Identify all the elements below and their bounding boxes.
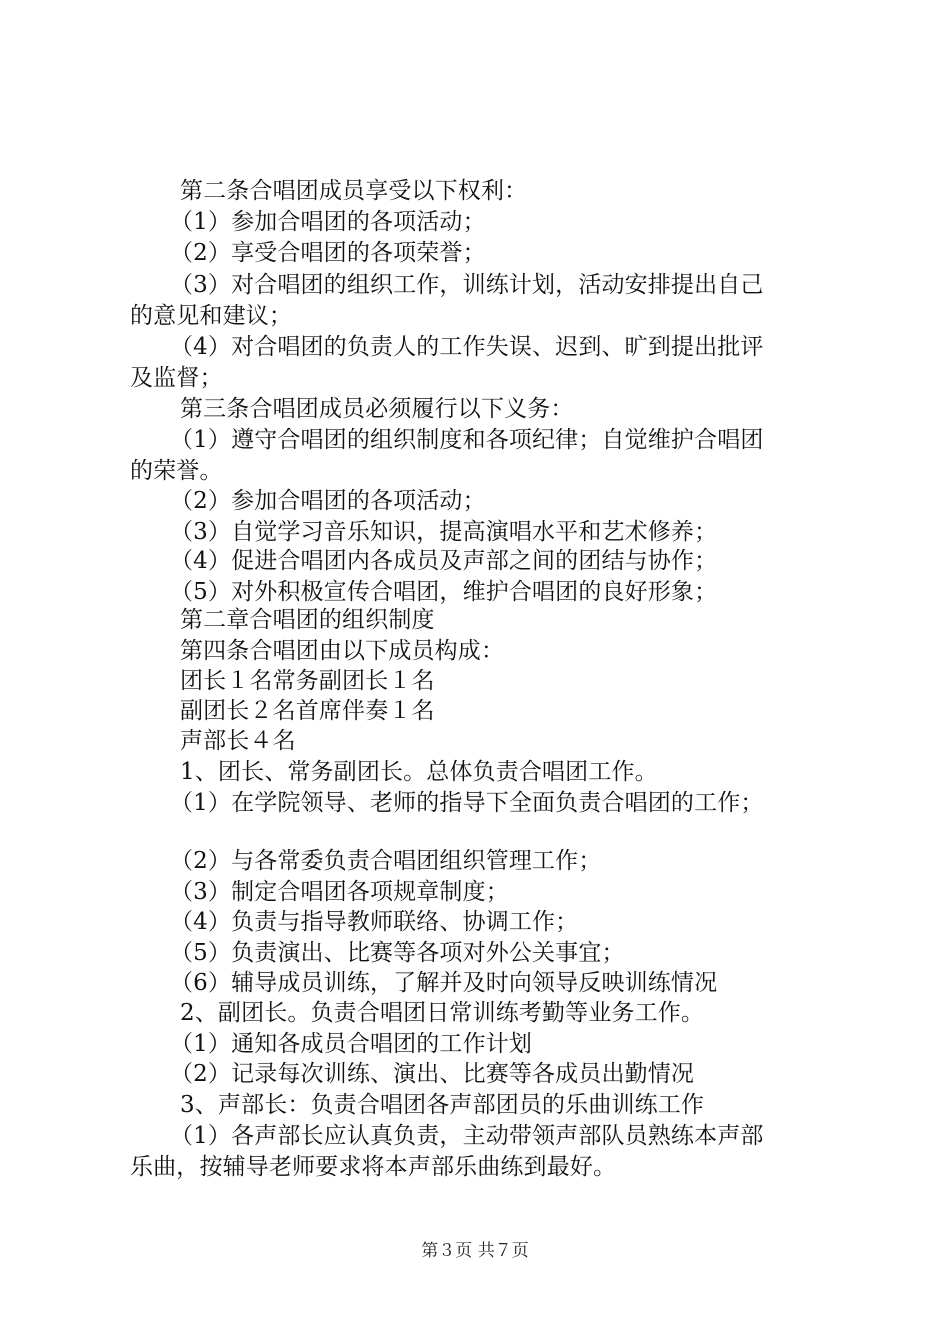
text-line: （1）遵守合唱团的组织制度和各项纪律；自觉维护合唱团: [170, 427, 764, 453]
text-line: （1）在学院领导、老师的指导下全面负责合唱团的工作；: [170, 790, 764, 816]
text-line: 第四条合唱团由以下成员构成：: [180, 638, 505, 664]
text-line: （2）记录每次训练、演出、比赛等各成员出勤情况: [170, 1061, 695, 1087]
text-line: 的荣誉。: [130, 458, 223, 484]
text-line: （3）自觉学习音乐知识，提高演唱水平和艺术修养；: [170, 519, 718, 545]
text-line: （4）促进合唱团内各成员及声部之间的团结与协作；: [170, 548, 718, 574]
text-line: （1）各声部长应认真负责，主动带领声部队员熟练本声部: [170, 1123, 764, 1149]
text-line: 团长１名常务副团长１名: [180, 668, 435, 694]
text-line: （6）辅导成员训练，了解并及时向领导反映训练情况: [170, 970, 718, 996]
text-line: 3、声部长：负责合唱团各声部团员的乐曲训练工作: [180, 1092, 705, 1118]
text-line: 副团长２名首席伴奏１名: [180, 698, 435, 724]
page-footer: 第３页 共７页: [421, 1241, 529, 1261]
text-line: （4）负责与指导教师联络、协调工作；: [170, 909, 579, 935]
text-line: 第二条合唱团成员享受以下权利：: [180, 178, 528, 204]
text-line: （3）对合唱团的组织工作，训练计划，活动安排提出自己: [170, 272, 764, 298]
text-line: （5）负责演出、比赛等各项对外公关事宜；: [170, 940, 625, 966]
text-line: 的意见和建议；: [130, 303, 293, 329]
text-line: 2、副团长。负责合唱团日常训练考勤等业务工作。: [180, 1000, 705, 1026]
text-line: （3）制定合唱团各项规章制度；: [170, 879, 509, 905]
text-line: （1）通知各成员合唱团的工作计划: [170, 1031, 533, 1057]
text-line: （2）享受合唱团的各项荣誉；: [170, 240, 486, 266]
section-heading: 第二章合唱团的组织制度: [180, 607, 435, 633]
text-line: （2）与各常委负责合唱团组织管理工作；: [170, 848, 602, 874]
text-line: 乐曲，按辅导老师要求将本声部乐曲练到最好。: [130, 1154, 617, 1180]
text-line: （4）对合唱团的负责人的工作失误、迟到、旷到提出批评: [170, 334, 764, 360]
text-line: 1、团长、常务副团长。总体负责合唱团工作。: [180, 759, 658, 785]
text-line: （1）参加合唱团的各项活动；: [170, 209, 486, 235]
text-line: 第三条合唱团成员必须履行以下义务：: [180, 396, 574, 422]
text-line: （5）对外积极宣传合唱团，维护合唱团的良好形象；: [170, 579, 718, 605]
text-line: （2）参加合唱团的各项活动；: [170, 488, 486, 514]
text-line: 及监督；: [130, 365, 223, 391]
text-line: 声部长４名: [180, 728, 296, 754]
